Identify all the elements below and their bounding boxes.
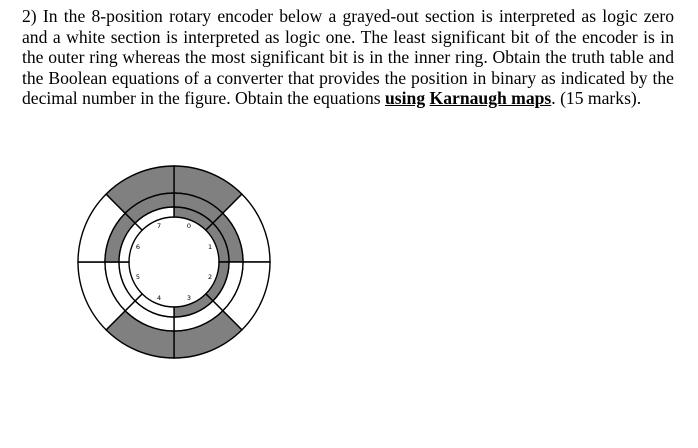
emphasis-using: using [385, 88, 426, 109]
question-body: 2) In the 8-position rotary encoder below a grayed-out section is interpreted as logic zero and a white section is interpreted as logic one. The least significant bit of the encoder is in the outer ring whereas the most significant bit is in the inner ring. Obtain the truth table and the Boolean equations of a converter that provides the position in binary as indicated by the decimal number in the figure. Obtain the equations [22, 6, 674, 109]
question-text [22, 6, 674, 109]
position-label-0: 0 [186, 221, 191, 230]
emphasis-karnaugh-maps: Karnaugh maps [429, 88, 552, 109]
position-label-1: 1 [207, 243, 213, 252]
position-label-3: 3 [186, 294, 191, 303]
question-marks: . (15 marks). [551, 88, 642, 109]
position-label-4: 4 [157, 294, 162, 303]
position-label-5: 5 [135, 272, 141, 281]
encoder-position-labels [136, 222, 212, 302]
position-label-6: 6 [135, 243, 141, 252]
position-label-7: 7 [157, 221, 162, 230]
position-label-2: 2 [207, 272, 213, 281]
rotary-encoder-diagram [76, 164, 272, 360]
encoder-rings [78, 166, 270, 358]
